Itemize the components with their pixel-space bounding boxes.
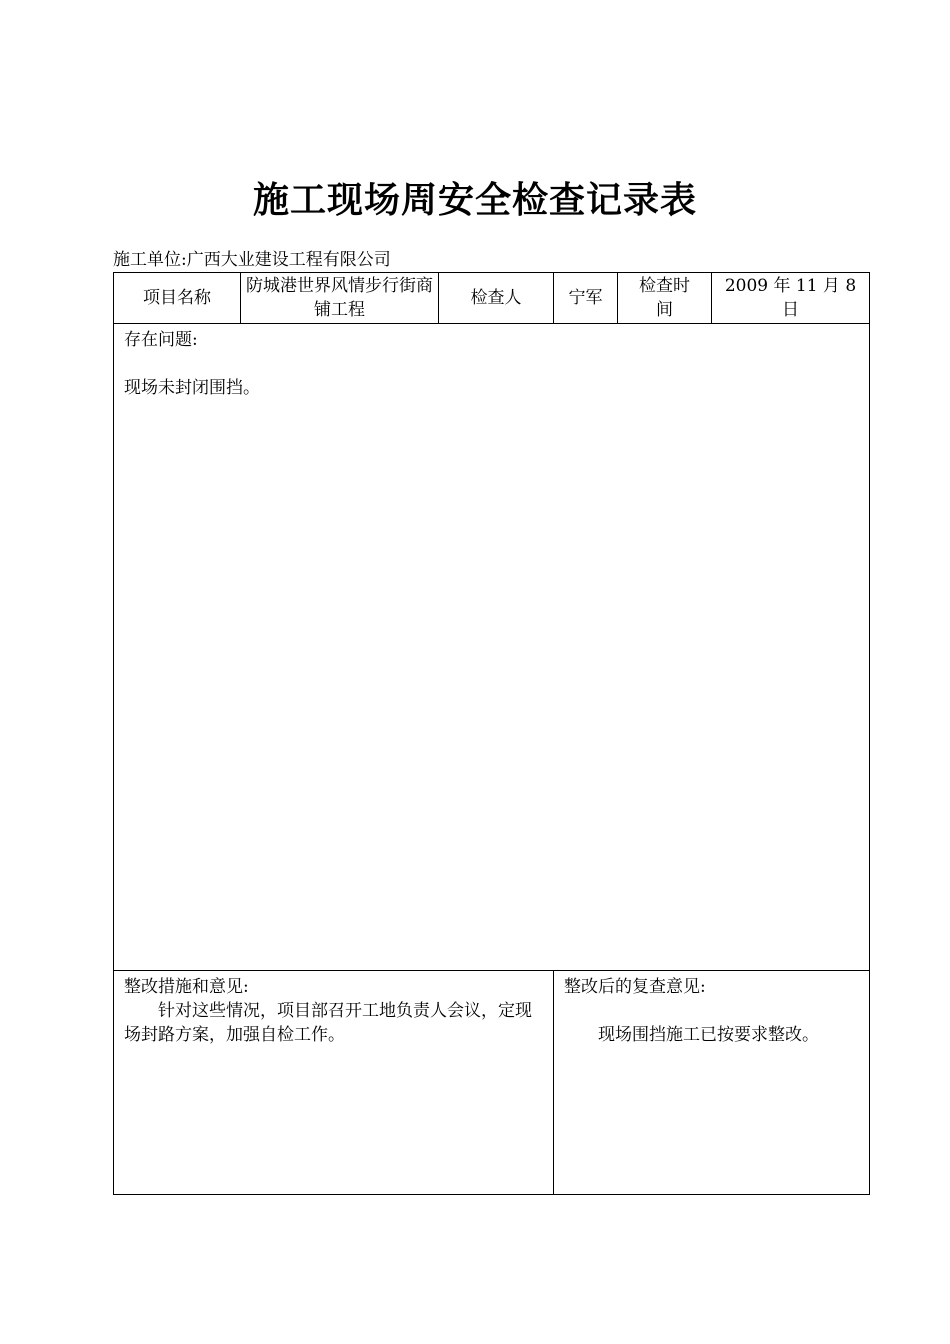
review-label: 整改后的复查意见: — [564, 977, 706, 997]
inspection-time-value: 2009 年 11 月 8 日 — [724, 276, 857, 320]
inspector-value: 宁军 — [554, 273, 618, 323]
problems-label: 存在问题: — [124, 330, 198, 350]
problems-content: 现场未封闭围挡。 — [124, 378, 260, 398]
construction-unit: 施工单位:广西大业建设工程有限公司 — [113, 250, 391, 270]
problems-section — [114, 324, 869, 971]
review-section — [554, 971, 869, 1194]
inspector-label: 检查人 — [439, 273, 554, 323]
rectification-label: 整改措施和意见: — [124, 977, 249, 997]
project-name-label: 项目名称 — [114, 273, 241, 323]
project-name-value: 防城港世界风情步行街商铺工程 — [241, 273, 439, 323]
review-content: 现场围挡施工已按要求整改。 — [598, 1025, 819, 1045]
rectification-content: 针对这些情况，项目部召开工地负责人会议，定现场封路方案，加强自检工作。 — [124, 1001, 532, 1045]
bottom-section — [114, 971, 869, 1194]
inspection-table — [113, 272, 870, 1195]
inspection-time-label: 检查时间 — [618, 273, 712, 323]
document-title: 施工现场周安全检查记录表 — [252, 180, 697, 221]
table-header-row — [114, 273, 869, 324]
rectification-section — [114, 971, 554, 1194]
